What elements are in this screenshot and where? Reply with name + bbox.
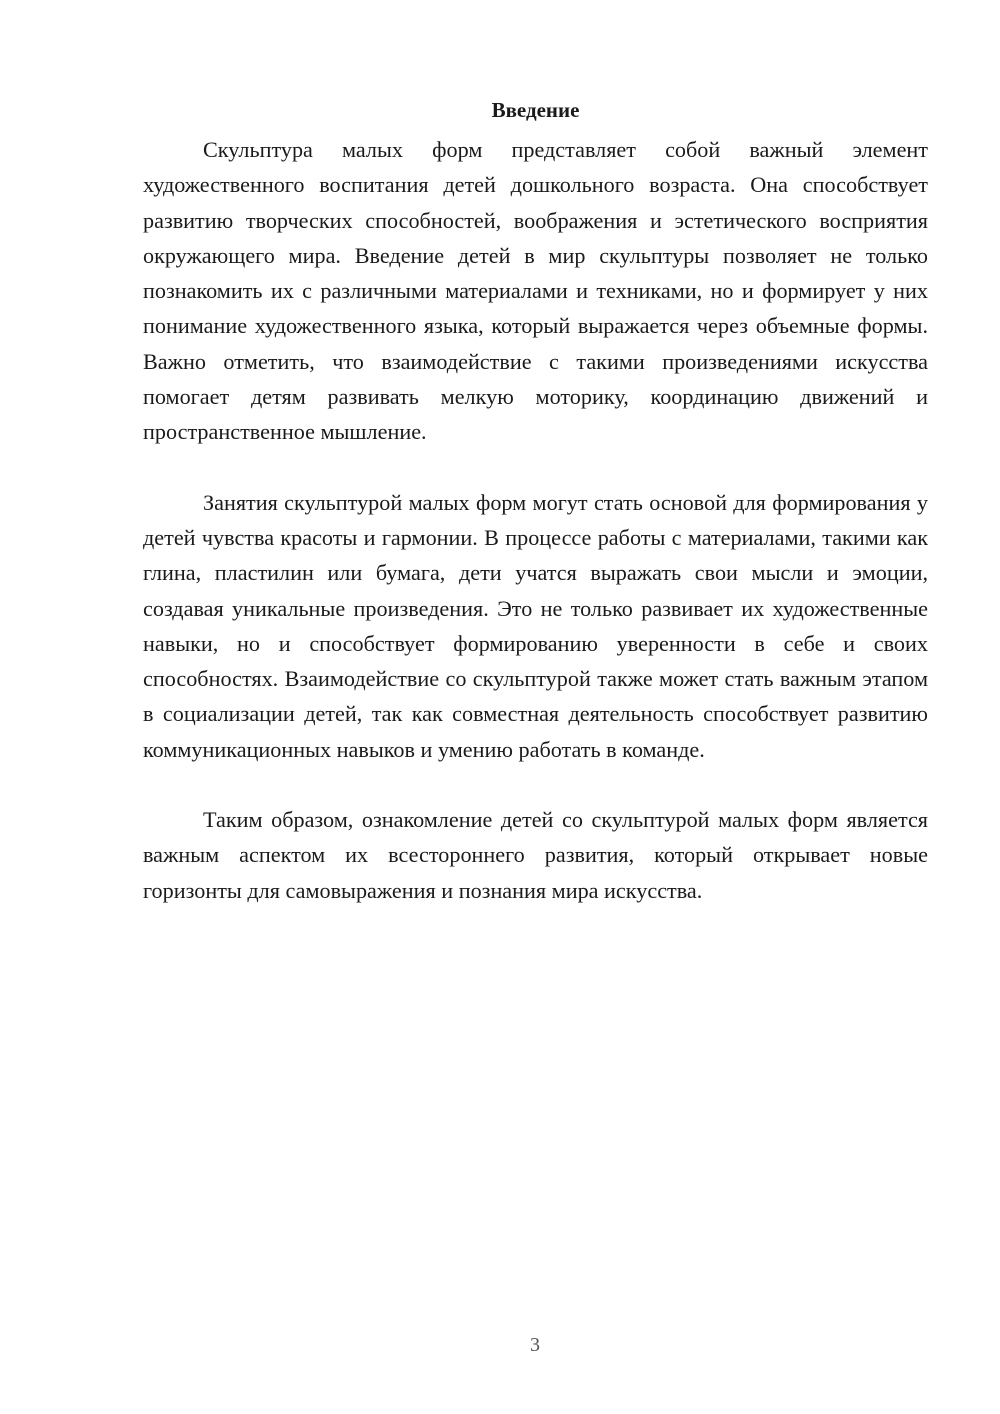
page-content <box>143 92 928 908</box>
section-heading: Введение <box>491 98 580 122</box>
paragraph-3: Таким образом, ознакомление детей со скульптурой малых форм является важным аспектом их всестороннего развития, который открывает новые горизонты для самовыражения и познания мира искусства. <box>143 807 928 903</box>
paragraph-1: Скульптура малых форм представляет собой важный элемент художественного воспитания детей дошкольного возраста. Она способствует развитию творческих способностей, воображения и эстетического восприятия окружающего мира. Введение детей в мир скульптуры позволяет не только познакомить их с различными материалами и техниками, но и формирует у них понимание художественного языка, который выражается через объемные формы. Важно отметить, что взаимодействие с такими произведениями искусства помогает детям развивать мелкую моторику, координацию движений и пространственное мышление. <box>143 137 928 445</box>
paragraph-2: Занятия скульптурой малых форм могут стать основой для формирования у детей чувства красоты и гармонии. В процессе работы с материалами, такими как глина, пластилин или бумага, дети учатся выражать свои мысли и эмоции, создавая уникальные произведения. Это не только развивает их художественные навыки, но и способствует формированию уверенности в себе и своих способностях. Взаимодействие со скульптурой также может стать важным этапом в социализации детей, так как совместная деятельность способствует развитию коммуникационных навыков и умению работать в команде. <box>143 489 928 762</box>
page-number: 3 <box>530 1334 540 1356</box>
